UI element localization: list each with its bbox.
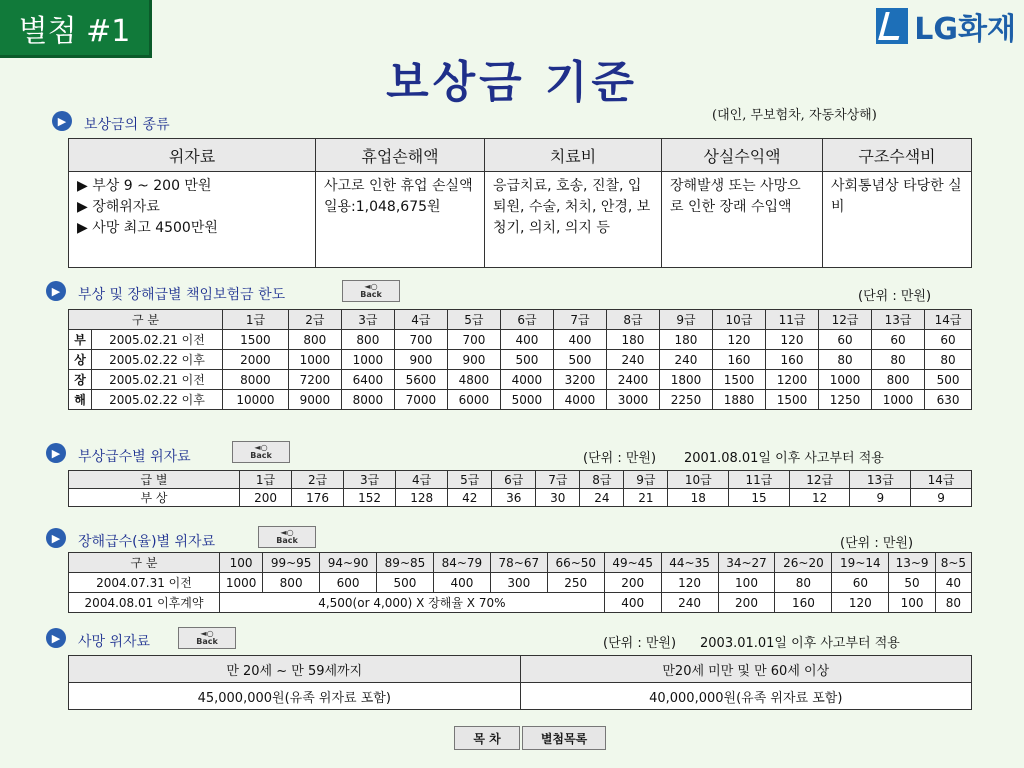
injury-consolation-table <box>68 470 972 507</box>
table-row <box>69 350 972 370</box>
table-header: 100 <box>220 553 263 573</box>
apply-date-note: 2001.08.01일 이후 사고부터 적용 <box>684 451 884 466</box>
back-button[interactable] <box>342 280 400 302</box>
table-cell: 120 <box>661 573 718 593</box>
table-cell: 3200 <box>553 370 606 390</box>
attachment-list-button[interactable]: 별첨목록 <box>522 726 606 750</box>
unit-label: (단위 : 만원) <box>603 636 677 651</box>
table-cell <box>69 172 316 268</box>
table-cell: 2005.02.22 이후 <box>92 390 223 410</box>
back-arrow-icon: ◄○ <box>280 528 294 537</box>
liability-limit-table <box>68 309 972 410</box>
table-header: 1급 <box>223 310 289 330</box>
table-cell: 180 <box>659 330 712 350</box>
table-cell: 500 <box>500 350 553 370</box>
table-header: 5급 <box>448 471 492 489</box>
table-cell: 400 <box>433 573 490 593</box>
table-cell: 120 <box>766 330 819 350</box>
table-cell: 12 <box>789 489 850 507</box>
unit-label: (단위 : 만원) <box>583 451 657 466</box>
table-cell: 100 <box>889 593 935 613</box>
table-cell: 1250 <box>819 390 872 410</box>
table-header: 11급 <box>729 471 790 489</box>
table-header: 11급 <box>766 310 819 330</box>
table-cell: 120 <box>832 593 889 613</box>
back-arrow-icon: ◄○ <box>200 629 214 638</box>
table-cell: 160 <box>712 350 765 370</box>
table-header: 6급 <box>500 310 553 330</box>
table-cell: 300 <box>490 573 547 593</box>
unit-label: (단위 : 만원) <box>840 536 914 551</box>
table-cell: 240 <box>659 350 712 370</box>
table-cell: 10000 <box>223 390 289 410</box>
table-cell: 700 <box>394 330 447 350</box>
back-label: Back <box>250 451 272 460</box>
table-row <box>69 330 972 350</box>
table-header: 7급 <box>536 471 580 489</box>
toc-button[interactable]: 목 차 <box>454 726 520 750</box>
company-logo <box>876 4 1016 48</box>
table-cell: 2004.08.01 이후계약 <box>69 593 220 613</box>
table-header: 13급 <box>872 310 925 330</box>
table-cell: 30 <box>536 489 580 507</box>
table-header: 2급 <box>292 471 344 489</box>
table-header: 구조수색비 <box>823 139 972 172</box>
table-cell: 1000 <box>288 350 341 370</box>
section-title-types: 보상금의 종류 <box>84 117 170 133</box>
table-cell: 1000 <box>341 350 394 370</box>
table-cell: 해 <box>69 390 92 410</box>
table-cell: 8000 <box>223 370 289 390</box>
table-cell: 36 <box>492 489 536 507</box>
table-row <box>69 390 972 410</box>
cell-text: 일용:1,048,675원 <box>324 199 441 215</box>
table-cell: 40,000,000원(유족 위자료 포함) <box>520 683 972 710</box>
table-cell: 900 <box>447 350 500 370</box>
lg-logo-icon <box>876 8 908 44</box>
table-header: 34~27 <box>718 553 775 573</box>
table-cell: 400 <box>604 593 661 613</box>
table-cell: 4000 <box>500 370 553 390</box>
table-header: 44~35 <box>661 553 718 573</box>
table-cell: 9 <box>850 489 911 507</box>
table-cell: 630 <box>925 390 972 410</box>
table-header: 휴업손해액 <box>316 139 485 172</box>
table-cell: 176 <box>292 489 344 507</box>
table-header: 12급 <box>789 471 850 489</box>
table-cell: 700 <box>447 330 500 350</box>
table-cell: 4000 <box>553 390 606 410</box>
section-title-disability: 장해급수(율)별 위자료 <box>78 534 216 550</box>
table-header: 4급 <box>396 471 448 489</box>
table-cell: 장 <box>69 370 92 390</box>
table-cell: 500 <box>925 370 972 390</box>
table-header: 14급 <box>911 471 972 489</box>
section-title-injury: 부상급수별 위자료 <box>78 449 191 465</box>
table-header: 8급 <box>606 310 659 330</box>
table-header: 13~9 <box>889 553 935 573</box>
table-cell: 장해발생 또는 사망으로 인한 장래 수입액 <box>662 172 823 268</box>
section-arrow-icon: ▶ <box>46 281 66 301</box>
death-consolation-table <box>68 655 972 710</box>
table-cell: 2400 <box>606 370 659 390</box>
table-header: 3급 <box>344 471 396 489</box>
table-cell: 9000 <box>288 390 341 410</box>
page-subtitle: (대인, 무보험차, 자동차상해) <box>712 108 877 123</box>
table-header: 99~95 <box>263 553 320 573</box>
table-header: 14급 <box>925 310 972 330</box>
table-cell: 15 <box>729 489 790 507</box>
table-cell: 200 <box>240 489 292 507</box>
table-header: 84~79 <box>433 553 490 573</box>
back-label: Back <box>276 536 298 545</box>
table-cell: 18 <box>668 489 729 507</box>
table-cell: 1500 <box>766 390 819 410</box>
table-cell: 1500 <box>223 330 289 350</box>
table-cell: 부 상 <box>69 489 240 507</box>
table-cell: 2004.07.31 이전 <box>69 573 220 593</box>
table-cell: 100 <box>718 573 775 593</box>
table-cell: 60 <box>925 330 972 350</box>
list-item: ▶ 사망 최고 4500만원 <box>77 220 218 236</box>
table-cell: 24 <box>580 489 624 507</box>
table-cell: 2005.02.21 이전 <box>92 370 223 390</box>
table-row <box>69 370 972 390</box>
back-button[interactable] <box>232 441 290 463</box>
table-header: 10급 <box>668 471 729 489</box>
back-button[interactable] <box>258 526 316 548</box>
table-cell: 1800 <box>659 370 712 390</box>
table-header: 구 분 <box>69 553 220 573</box>
table-cell: 900 <box>394 350 447 370</box>
table-cell: 1880 <box>712 390 765 410</box>
table-cell: 7000 <box>394 390 447 410</box>
table-cell: 2005.02.22 이후 <box>92 350 223 370</box>
table-header: 49~45 <box>604 553 661 573</box>
section-arrow-icon: ▶ <box>46 443 66 463</box>
section-arrow-icon: ▶ <box>46 528 66 548</box>
table-cell: 응급치료, 호송, 진찰, 입퇴원, 수술, 처치, 안경, 보청기, 의치, 의지 등 <box>485 172 662 268</box>
table-cell: 200 <box>718 593 775 613</box>
table-cell: 3000 <box>606 390 659 410</box>
back-arrow-icon: ◄○ <box>364 282 378 291</box>
table-cell: 2000 <box>223 350 289 370</box>
table-cell: 240 <box>661 593 718 613</box>
page-title: 보상금 기준 <box>386 57 638 108</box>
table-header: 5급 <box>447 310 500 330</box>
table-cell: 2250 <box>659 390 712 410</box>
table-cell: 152 <box>344 489 396 507</box>
table-cell: 부 <box>69 330 92 350</box>
table-header: 3급 <box>341 310 394 330</box>
table-cell: 80 <box>775 573 832 593</box>
logo-text: LG화재 <box>914 12 1016 47</box>
table-cell: 사회통념상 타당한 실비 <box>823 172 972 268</box>
table-header: 치료비 <box>485 139 662 172</box>
table-cell: 160 <box>775 593 832 613</box>
attachment-badge: 별첨 #1 <box>0 0 152 58</box>
table-cell <box>316 172 485 268</box>
table-header: 4급 <box>394 310 447 330</box>
table-cell: 42 <box>448 489 492 507</box>
table-cell: 5600 <box>394 370 447 390</box>
table-cell: 80 <box>925 350 972 370</box>
table-cell: 50 <box>889 573 935 593</box>
table-cell: 800 <box>288 330 341 350</box>
table-cell: 160 <box>766 350 819 370</box>
table-cell: 400 <box>500 330 553 350</box>
table-header: 8급 <box>580 471 624 489</box>
table-cell: 80 <box>935 593 971 613</box>
table-cell: 1000 <box>819 370 872 390</box>
table-header: 2급 <box>288 310 341 330</box>
table-cell: 45,000,000원(유족 위자료 포함) <box>69 683 521 710</box>
section-arrow-icon: ▶ <box>46 628 66 648</box>
disability-consolation-table <box>68 552 972 613</box>
table-cell: 1200 <box>766 370 819 390</box>
table-header: 6급 <box>492 471 536 489</box>
table-header: 94~90 <box>320 553 377 573</box>
table-cell: 8000 <box>341 390 394 410</box>
table-cell: 240 <box>606 350 659 370</box>
table-cell: 500 <box>553 350 606 370</box>
table-cell: 60 <box>872 330 925 350</box>
table-header: 66~50 <box>547 553 604 573</box>
table-header: 급 별 <box>69 471 240 489</box>
table-header: 1급 <box>240 471 292 489</box>
table-cell: 200 <box>604 573 661 593</box>
table-cell: 21 <box>624 489 668 507</box>
table-cell: 800 <box>341 330 394 350</box>
table-cell: 4,500(or 4,000) X 장해율 X 70% <box>220 593 605 613</box>
table-cell: 400 <box>553 330 606 350</box>
table-cell: 80 <box>819 350 872 370</box>
section-title-limit: 부상 및 장해급별 책임보험금 한도 <box>78 287 286 303</box>
back-label: Back <box>196 637 218 646</box>
table-header: 위자료 <box>69 139 316 172</box>
table-cell: 5000 <box>500 390 553 410</box>
table-cell: 250 <box>547 573 604 593</box>
list-item: ▶ 부상 9 ~ 200 만원 <box>77 178 212 194</box>
table-cell: 800 <box>872 370 925 390</box>
table-header: 9급 <box>624 471 668 489</box>
table-cell: 40 <box>935 573 971 593</box>
table-cell: 128 <box>396 489 448 507</box>
table-header: 7급 <box>553 310 606 330</box>
section-title-death: 사망 위자료 <box>78 634 151 650</box>
table-cell: 60 <box>832 573 889 593</box>
apply-date-note: 2003.01.01일 이후 사고부터 적용 <box>700 636 900 651</box>
table-cell: 1000 <box>220 573 263 593</box>
table-header: 상실수익액 <box>662 139 823 172</box>
table-cell: 9 <box>911 489 972 507</box>
table-header: 만 20세 ~ 만 59세까지 <box>69 656 521 683</box>
back-arrow-icon: ◄○ <box>254 443 268 452</box>
section-arrow-icon: ▶ <box>52 111 72 131</box>
table-header: 10급 <box>712 310 765 330</box>
table-cell: 6000 <box>447 390 500 410</box>
table-cell: 60 <box>819 330 872 350</box>
table-header: 13급 <box>850 471 911 489</box>
table-header: 78~67 <box>490 553 547 573</box>
table-cell: 1500 <box>712 370 765 390</box>
table-cell: 800 <box>263 573 320 593</box>
table-cell: 120 <box>712 330 765 350</box>
table-cell: 500 <box>377 573 434 593</box>
table-cell: 6400 <box>341 370 394 390</box>
table-header: 구 분 <box>69 310 223 330</box>
table-cell: 2005.02.21 이전 <box>92 330 223 350</box>
table-cell: 상 <box>69 350 92 370</box>
table-header: 19~14 <box>832 553 889 573</box>
unit-label: (단위 : 만원) <box>858 289 932 304</box>
table-cell: 7200 <box>288 370 341 390</box>
back-label: Back <box>360 290 382 299</box>
table-cell: 80 <box>872 350 925 370</box>
table-cell: 600 <box>320 573 377 593</box>
table-cell: 180 <box>606 330 659 350</box>
table-cell: 4800 <box>447 370 500 390</box>
table-header: 26~20 <box>775 553 832 573</box>
table-header: 8~5 <box>935 553 971 573</box>
table-header: 만20세 미만 및 만 60세 이상 <box>520 656 972 683</box>
table-header: 12급 <box>819 310 872 330</box>
table-header: 89~85 <box>377 553 434 573</box>
cell-text: 사고로 인한 휴업 손실액 <box>324 178 473 194</box>
back-button[interactable] <box>178 627 236 649</box>
compensation-types-table <box>68 138 972 268</box>
table-header: 9급 <box>659 310 712 330</box>
table-cell: 1000 <box>872 390 925 410</box>
list-item: ▶ 장해위자료 <box>77 199 160 215</box>
